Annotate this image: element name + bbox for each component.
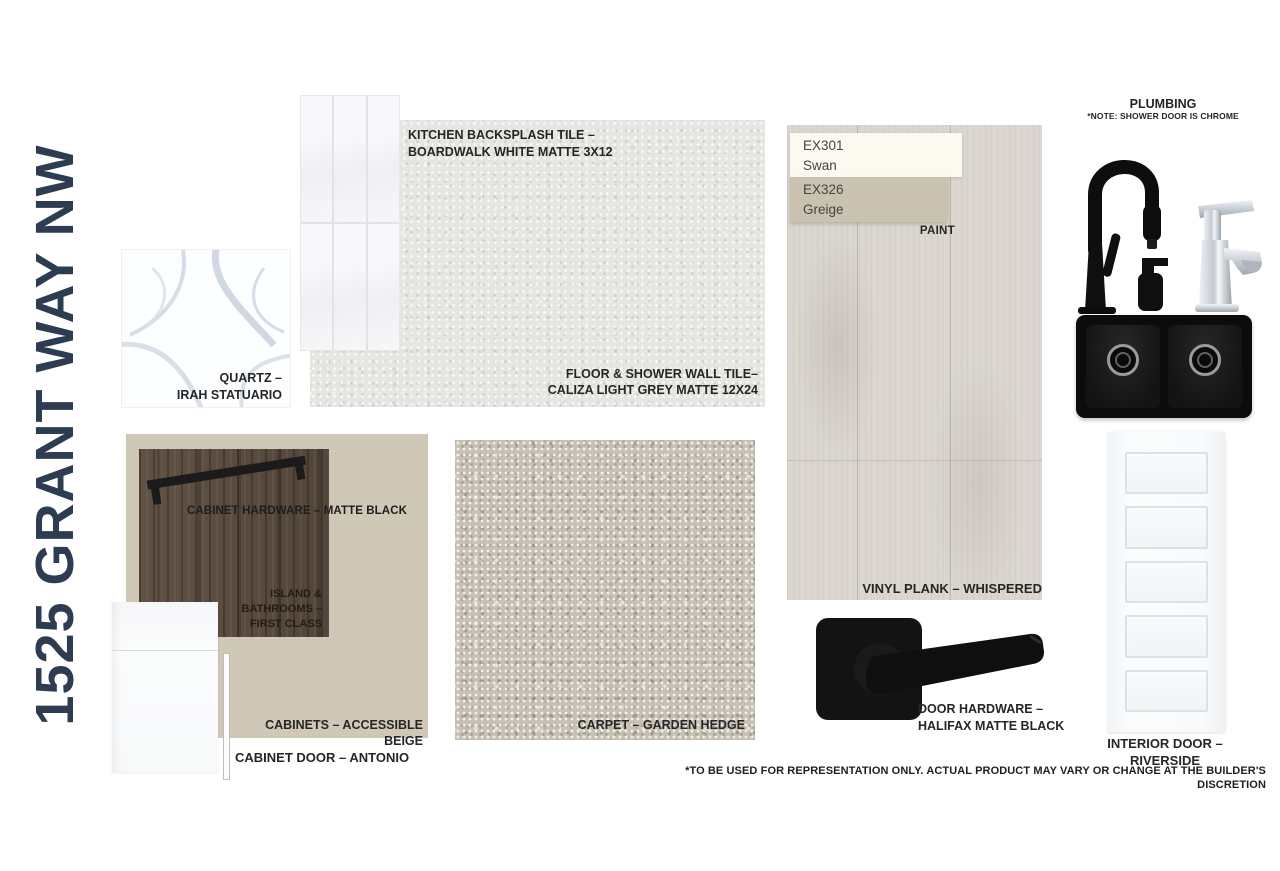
floor-tile-label bbox=[500, 366, 758, 398]
soap-dispenser-image bbox=[1128, 252, 1176, 314]
vinyl-plank-label: VINYL PLANK – WHISPERED bbox=[862, 581, 1042, 596]
paint-name: Greige bbox=[803, 202, 844, 217]
paint-heading: PAINT bbox=[919, 225, 955, 237]
island-label-line2: BATHROOMS – bbox=[241, 603, 322, 615]
backsplash-label bbox=[408, 127, 648, 161]
floor-tile-label-line1: FLOOR & SHOWER WALL TILE– bbox=[565, 367, 758, 381]
sink-drain bbox=[1189, 344, 1221, 376]
backsplash-tile bbox=[368, 96, 399, 222]
door-panel bbox=[1125, 506, 1208, 548]
plumbing-heading: PLUMBING bbox=[1129, 97, 1197, 111]
cabinet-hardware-label: CABINET HARDWARE – MATTE BLACK bbox=[187, 505, 408, 517]
backsplash-tile bbox=[334, 96, 365, 222]
door-panel bbox=[1125, 670, 1208, 712]
quartz-label bbox=[148, 370, 282, 404]
interior-door-label: INTERIOR DOOR – RIVERSIDE bbox=[1107, 736, 1223, 768]
disclaimer-text: *TO BE USED FOR REPRESENTATION ONLY. ACTUAL PRODUCT MAY VARY OR CHANGE AT THE BUILDER'S DISCRETION bbox=[685, 765, 1266, 792]
door-hardware-label bbox=[918, 701, 1108, 735]
cabinet-door-label: CABINET DOOR – ANTONIO bbox=[235, 750, 410, 765]
door-hardware-label-line2: HALIFAX MATTE BLACK bbox=[918, 719, 1065, 733]
cabinet-slim-handle-image bbox=[223, 653, 230, 780]
sink-bowl bbox=[1168, 325, 1242, 408]
sink-bowl bbox=[1086, 325, 1160, 408]
carpet-label: CARPET – GARDEN HEDGE bbox=[577, 718, 745, 732]
backsplash-label-line1: KITCHEN BACKSPLASH TILE – bbox=[408, 128, 595, 142]
carpet-swatch bbox=[455, 440, 755, 740]
page-title: 1525 GRANT WAY NW bbox=[25, 144, 85, 726]
backsplash-tile bbox=[334, 224, 365, 350]
island-bathrooms-label bbox=[200, 587, 322, 632]
cabinets-label: CABINETS – ACCESSIBLE BEIGE bbox=[265, 718, 423, 749]
door-panel bbox=[1125, 615, 1208, 657]
door-panel bbox=[1125, 452, 1208, 494]
pull-foot bbox=[151, 487, 162, 505]
paint-code: EX326 bbox=[803, 182, 844, 197]
paint-swatch-greige bbox=[790, 177, 948, 222]
backsplash-tile bbox=[368, 224, 399, 350]
kitchen-sink-image bbox=[1076, 315, 1252, 418]
backsplash-tile-swatch bbox=[300, 95, 400, 351]
cabinet-door-seam bbox=[112, 650, 218, 651]
pull-foot bbox=[295, 464, 305, 480]
paint-code: EX301 bbox=[803, 138, 844, 153]
floor-tile-label-line2: CALIZA LIGHT GREY MATTE 12X24 bbox=[547, 383, 758, 397]
island-label-line1: ISLAND & bbox=[270, 588, 322, 600]
backsplash-label-line2: BOARDWALK WHITE MATTE 3X12 bbox=[408, 145, 613, 159]
door-panel bbox=[1125, 561, 1208, 603]
island-label-line3: FIRST CLASS bbox=[249, 618, 322, 630]
quartz-label-line2: IRAH STATUARIO bbox=[176, 388, 282, 402]
backsplash-tile bbox=[301, 96, 332, 222]
sink-drain bbox=[1107, 344, 1139, 376]
paint-name: Swan bbox=[803, 158, 837, 173]
bathroom-faucet-image bbox=[1172, 196, 1267, 314]
door-hardware-label-line1: DOOR HARDWARE – bbox=[918, 702, 1044, 716]
cabinet-door-image bbox=[112, 602, 218, 772]
plumbing-note: *NOTE: SHOWER DOOR IS CHROME bbox=[1087, 111, 1239, 121]
quartz-label-line1: QUARTZ – bbox=[219, 371, 282, 385]
interior-door-image bbox=[1108, 432, 1225, 732]
paint-swatch-swan bbox=[790, 133, 962, 177]
backsplash-tile bbox=[301, 224, 332, 350]
